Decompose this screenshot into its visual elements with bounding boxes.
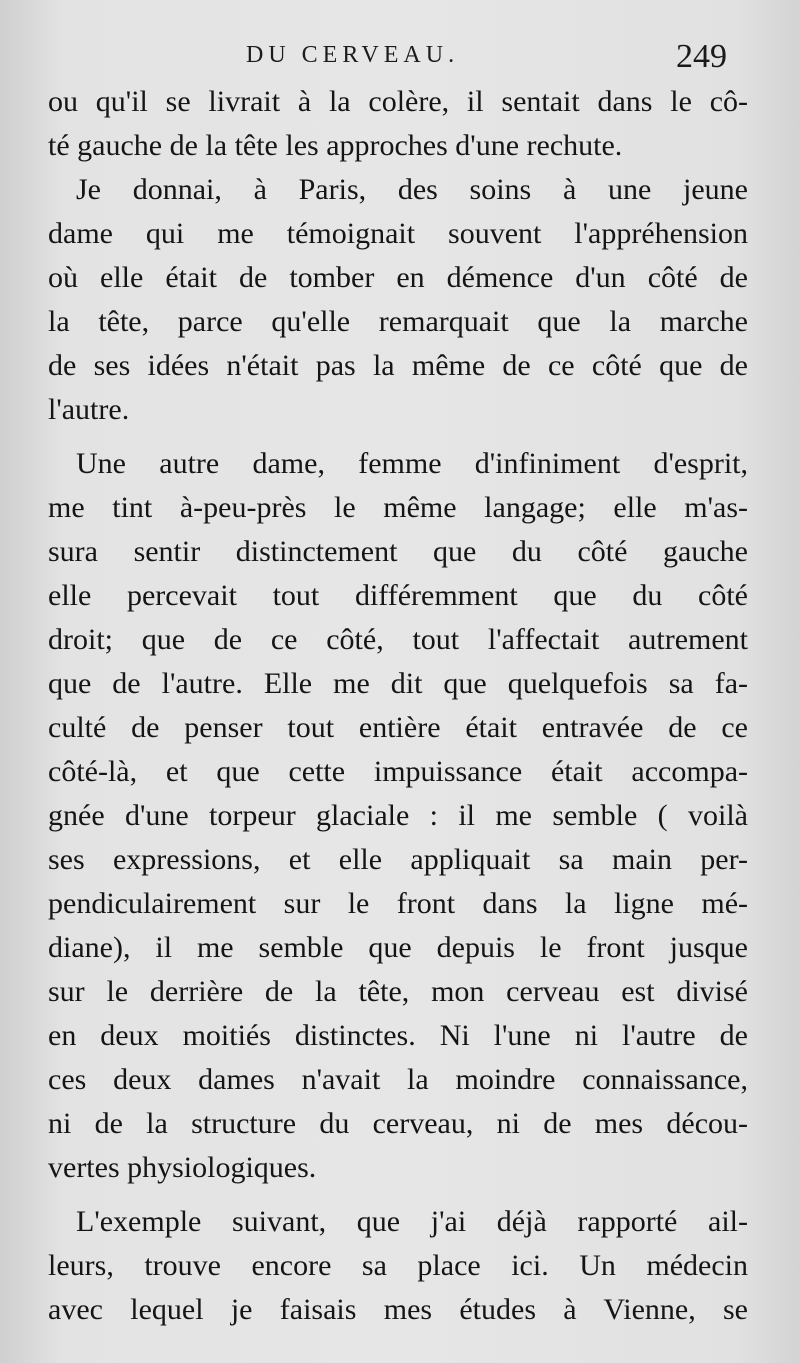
text-line: vertes physiologiques.	[48, 1151, 317, 1184]
text-line: leurs, trouve encore sa place ici. Un médecin	[48, 1249, 748, 1282]
text-line: ni de la structure du cerveau, ni de mes décou-	[48, 1107, 748, 1140]
page-header	[0, 38, 800, 78]
text-line: diane), il me semble que depuis le front jusque	[48, 931, 748, 964]
text-line: pendiculairement sur le front dans la ligne mé-	[48, 887, 748, 920]
paragraph-4	[48, 1200, 748, 1332]
text-line: ses expressions, et elle appliquait sa main per-	[48, 843, 748, 876]
text-line: en deux moitiés distinctes. Ni l'une ni l'autre de	[48, 1019, 748, 1052]
paragraph-1	[48, 80, 748, 168]
text-line: droit; que de ce côté, tout l'affectait autrement	[48, 623, 748, 656]
text-line: elle percevait tout différemment que du côté	[48, 579, 748, 612]
text-line: la tête, parce qu'elle remarquait que la marche	[48, 305, 748, 338]
body-text	[48, 80, 748, 1332]
text-line: avec lequel je faisais mes études à Vienne, se	[48, 1293, 748, 1326]
paragraph-3	[48, 442, 748, 1190]
text-line: ou qu'il se livrait à la colère, il sentait dans le cô-	[48, 85, 748, 118]
text-line: sura sentir distinctement que du côté gauche	[48, 535, 748, 568]
text-line: té gauche de la tête les approches d'une rechute.	[48, 129, 623, 162]
text-line: me tint à-peu-près le même langage; elle m'as-	[48, 491, 748, 524]
text-line: Je donnai, à Paris, des soins à une jeune	[76, 173, 748, 206]
text-line: ces deux dames n'avait la moindre connaissance,	[48, 1063, 748, 1096]
text-line: sur le derrière de la tête, mon cerveau est divisé	[48, 975, 748, 1008]
text-line: où elle était de tomber en démence d'un côté de	[48, 261, 748, 294]
text-line: gnée d'une torpeur glaciale : il me semble ( voilà	[48, 799, 748, 832]
text-line: côté-là, et que cette impuissance était accompa-	[48, 755, 748, 788]
running-head: DU CERVEAU.	[246, 42, 460, 68]
text-line: Une autre dame, femme d'infiniment d'esprit,	[76, 447, 748, 480]
text-line: culté de penser tout entière était entravée de ce	[48, 711, 748, 744]
paragraph-2	[48, 168, 748, 432]
text-line: de ses idées n'était pas la même de ce côté que de	[48, 349, 748, 382]
text-line: que de l'autre. Elle me dit que quelquefois sa fa-	[48, 667, 748, 700]
text-line: dame qui me témoignait souvent l'appréhension	[48, 217, 748, 250]
page-number: 249	[676, 38, 727, 75]
text-line: l'autre.	[48, 393, 130, 426]
text-line: L'exemple suivant, que j'ai déjà rapporté ail-	[76, 1205, 748, 1238]
